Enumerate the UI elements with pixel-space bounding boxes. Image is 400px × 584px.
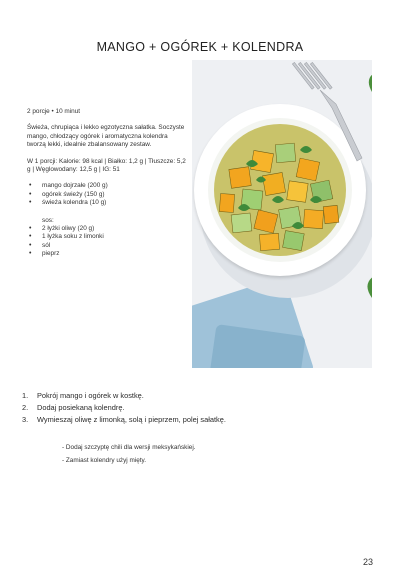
step-item	[22, 390, 226, 402]
step-text: Wymieszaj oliwę z limonką, solą i pieprzem, polej sałatkę.	[37, 415, 226, 424]
step-item	[22, 414, 226, 426]
list-item: • pieprz	[27, 250, 187, 258]
salad-icon	[212, 122, 348, 258]
sauce-label: sos:	[42, 216, 54, 224]
list-item: • 1 łyżka soku z limonki	[27, 233, 187, 241]
recipe-info-column	[27, 108, 187, 259]
step-number: 3.	[22, 415, 29, 424]
instructions	[22, 390, 226, 426]
ingredients-list	[27, 182, 187, 207]
tip-item: - Dodaj szczyptę chili dla wersji meksykańskiej.	[62, 444, 196, 451]
list-item: • świeża kolendra (10 g)	[27, 199, 187, 207]
list-item: • mango dojrzałe (200 g)	[27, 182, 187, 190]
herb-leaf-icon	[364, 70, 372, 94]
list-item: • sól	[27, 242, 187, 250]
recipe-description: Świeża, chrupiąca i lekko egzotyczna sałatka. Soczyste mango, chłodzący ogórek i aromatyczna kolendra tworzą lekki, idealnie zbalansowany zestaw.	[27, 124, 185, 149]
herb-leaf-icon	[362, 274, 372, 300]
servings-time: 2 porcje • 10 minut	[27, 108, 81, 115]
tips	[62, 441, 196, 467]
step-text: Pokrój mango i ogórek w kostkę.	[37, 391, 144, 400]
step-text: Dodaj posiekaną kolendrę.	[37, 403, 125, 412]
step-number: 2.	[22, 403, 29, 412]
step-item	[22, 402, 226, 414]
tip-item: - Zamiast kolendry użyj mięty.	[62, 457, 147, 464]
salad-bowl-photo	[192, 60, 372, 368]
sauce-list	[27, 225, 187, 259]
step-number: 1.	[22, 391, 29, 400]
list-item: • 2 łyżki oliwy (20 g)	[27, 225, 187, 233]
recipe-title: MANGO + OGÓREK + KOLENDRA	[96, 40, 304, 54]
page-number: 23	[362, 557, 373, 567]
nutrition-info: W 1 porcji: Kalorie: 98 kcal | Białko: 1,2 g | Tłuszcze: 5,2 g | Węglowodany: 12,5 g | IG: 51	[27, 157, 186, 174]
list-item: • ogórek świeży (150 g)	[27, 191, 187, 199]
